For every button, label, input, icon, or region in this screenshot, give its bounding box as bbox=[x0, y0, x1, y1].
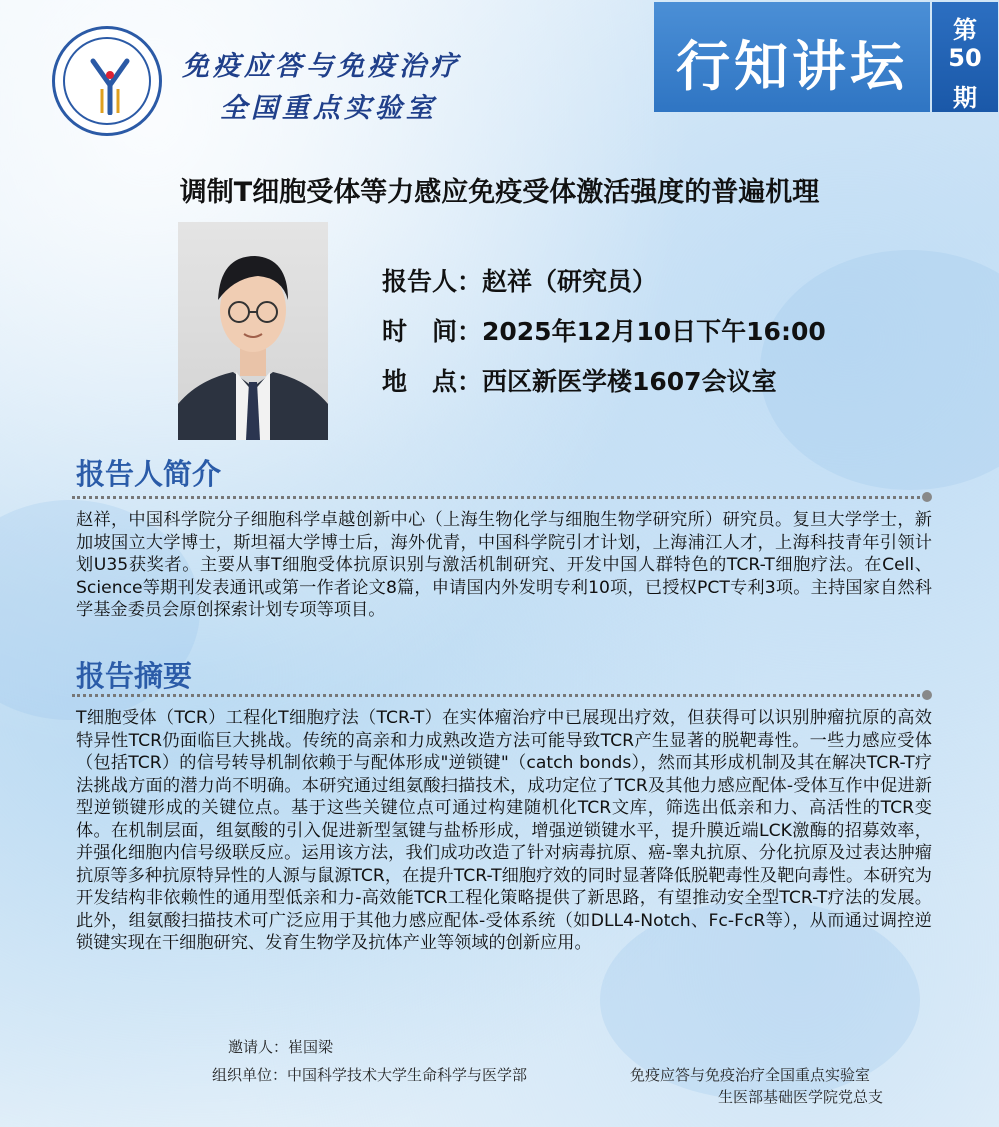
issue-prefix: 第 bbox=[953, 16, 977, 44]
forum-title: 行知讲坛 bbox=[676, 35, 908, 98]
abstract-text: T细胞受体（TCR）工程化T细胞疗法（TCR-T）在实体瘤治疗中已展现出疗效，但获得可以识别肿瘤抗原的高效特异性TCR仍面临巨大挑战。传统的高亲和力成熟改造方法可能导致TCR产生显著的脱靶毒性。一些力感应受体（包括TCR）的信号转导机制依赖于与配体形成"逆锁键"（catch bonds），然而其形成机制及其在解决TCR-T疗法挑战方面的潜力尚不明确。本研究通过组氨酸扫描技术，成功定位了TCR及其他力感应配体-受体互作中促进新型逆锁键形成的关键位点。基于这些关键位点可通过构建随机化TCR文库，筛选出低亲和力、高活性的TCR变体。在机制层面，组氨酸的引入促进新型氢键与盐桥形成，增强逆锁键水平，提升膜近端LCK激酶的招募效率，并强化细胞内信号级联反应。运用该方法，我们成功改造了针对病毒抗原、癌-睾丸抗原、分化抗原及过表达肿瘤抗原等多种抗原特异性的人源与鼠源TCR，在提升TCR-T细胞疗效的同时显著降低脱靶毒性及靶向毒性。本研究为开发结构非依赖性的通用型低亲和力-高效能TCR工程化策略提供了新思路，有望推动安全型TCR-T疗法的发展。此外，组氨酸扫描技术可广泛应用于其他力感应配体-受体系统（如DLL4-Notch、Fc-FcR等），从而通过调控逆锁键实现在干细胞研究、发育生物学及抗体产业等领域的创新应用。 bbox=[76, 708, 932, 953]
speaker-portrait-icon bbox=[178, 222, 328, 440]
antibody-icon bbox=[85, 55, 135, 115]
time-line: 时 间：2025年12月10日下午16:00 bbox=[382, 317, 826, 346]
lab-name-line1: 免疫应答与免疫治疗 bbox=[182, 51, 461, 82]
co-organizer-lab: 免疫应答与免疫治疗全国重点实验室 bbox=[630, 1066, 871, 1084]
forum-banner bbox=[654, 2, 930, 112]
abstract-heading: 报告摘要 bbox=[76, 659, 193, 693]
divider bbox=[72, 496, 926, 499]
divider bbox=[72, 694, 926, 697]
issue-number: 50 bbox=[948, 44, 982, 72]
place-line: 地 点：西区新医学楼1607会议室 bbox=[382, 367, 777, 396]
speaker-photo bbox=[178, 222, 328, 440]
bio-text: 赵祥，中国科学院分子细胞科学卓越创新中心（上海生物化学与细胞生物学研究所）研究员。复旦大学学士，新加坡国立大学博士，斯坦福大学博士后，海外优青，中国科学院引才计划，上海浦江人才，上海科技青年引领计划U35获奖者。主要从事T细胞受体抗原识别与激活机制研究、开发中国人群特色的TCR-T细胞疗法。在Cell、Science等期刊发表通讯或第一作者论文8篇，申请国内外发明专利10项，已授权PCT专利3项。主持国家自然科学基金委员会原创探索计划专项等项目。 bbox=[76, 510, 932, 620]
organizer: 组织单位：中国科学技术大学生命科学与医学部 bbox=[212, 1066, 528, 1084]
lab-logo bbox=[52, 26, 162, 136]
bio-heading: 报告人简介 bbox=[76, 457, 222, 491]
co-organizer-party: 生医部基础医学院党总支 bbox=[718, 1088, 884, 1106]
speaker-line: 报告人：赵祥（研究员） bbox=[382, 267, 658, 296]
issue-suffix: 期 bbox=[953, 84, 977, 112]
issue-badge bbox=[932, 2, 998, 112]
inviter: 邀请人：崔国梁 bbox=[228, 1038, 334, 1056]
talk-title: 调制T细胞受体等力感应免疫受体激活强度的普遍机理 bbox=[179, 177, 820, 208]
lab-name-line2: 全国重点实验室 bbox=[220, 93, 437, 124]
background-cell bbox=[760, 250, 999, 490]
